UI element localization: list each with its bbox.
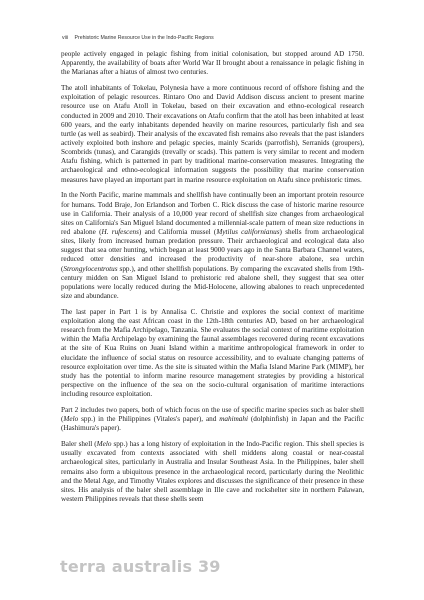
- running-header: [62, 35, 214, 41]
- text-run: spp.) has a long history of exploitation in the Indo-Pacific region. This shell species is usually excavated from contexts associated with shell middens along coastal or near-coastal archaeological sites, particularly in Australia and Insular Southeast Asia. In the Philippines, baler shell remains also form a ubiquitous presence in the archaeological record, particularly during the Neolithic and the Metal Age, and Timothy Vitales explores and discusses the significance of their presence in these sites. His analysis of the baler shell assemblage in Ille cave and rockshelter site in northern Palawan, western Philippines reveals that these shells seem: [61, 440, 364, 503]
- paragraph: [61, 191, 364, 301]
- text-run: spp.), and other shellfish populations. By comparing the excavated shells from 19th-century midden on San Miguel Island to prehistoric red abalone shell, they suggest that sea otter populations were locally reduced during the Mid-Holocene, allowing abalones to reach unprecedented size and abundance.: [61, 264, 364, 301]
- paragraph: [61, 406, 364, 433]
- text-run: In the North Pacific, marine mammals and shellfish have continually been an important protein resource for humans. Todd Braje, Jon Erlandson and Torben C. Rick discuss the case of historic marine resource use in California. Their analysis of a 10,000 year record of shellfish size changes from archaeological sites on California's San Miguel Island documented a millennial-scale pattern of mean size reductions in red abalone (: [61, 191, 364, 236]
- paragraph: [61, 308, 364, 400]
- text-run: (dolphinfish) in Japan and the Pacific (Hashimura's paper).: [61, 415, 364, 433]
- paragraph: [61, 50, 364, 77]
- text-run: ) and California mussel (: [138, 228, 217, 236]
- italic-term: Mytilus californianus: [216, 228, 280, 236]
- series-footer: terra australis 39: [60, 557, 221, 576]
- text-run: ) shells from archaeological sites, likely from increased human predation pressure. Their archaeological and ecological data also suggest that sea otter hunting, which began at least 9000 years ago in the Santa Barbara Channel waters, reduced otter densities and increased the productivity of near-shore abalone, sea urchin (: [61, 228, 365, 273]
- text-run: The atoll inhabitants of Tokelau, Polynesia have a more continuous record of offshore fishing and the exploitation of pelagic resources. Rintaro Ono and David Addison discuss ancient to present marine resource use on Atafu Atoll in Tokelau, based on their excavation and ethno-ecological research conducted in 2009 and 2010. Their excavations on Atafu confirm that the atoll has been inhabited at least 600 years, and the early inhabitants depended heavily on marine resources, particularly fish and sea turtle (as well as seabird). Their analysis of the excavated fish remains also reveals that the past islanders actively exploited both inshore and pelagic species, mainly Scarids (parrotfish), Serranids (groupers), Scombrids (tunas), and Carangids (trevally or scads). This pattern is very similar to recent and modern Atafu fishing, which is patterned in part by traditional marine-conservation measures. Integrating the archaeological and ethno-ecological information suggests the possibility that marine conservation measures have played an important part in marine resource exploitation on Atafu since prehistoric times.: [61, 84, 364, 184]
- italic-term: Melo: [63, 415, 79, 424]
- text-run: Baler shell (: [61, 440, 97, 449]
- text-run: The last paper in Part 1 is by Annalisa C. Christie and explores the social context of maritime exploitation along the east African coast in the 12th-18th centuries AD, based on her archaeological research from the Mafia Archipelago, Tanzania. She evaluates the social context of maritime exploitation within the Mafia Archipelago by examining the faunal assemblages recovered during recent excavations at the site of Kua Ruins on Juani Island within a maritime anthropological framework in order to elucidate the influence of social status on resource accessibility, and to evaluate changing patterns of resource exploitation over time. As the site is situated within the Mafia Island Marine Park (MIMP), her study has the potential to inform marine resource management strategies by providing a historical perspective on the influence of the sea on the socio-cultural organisation of maritime interactions including resource exploitation.: [61, 307, 364, 399]
- page-number: viii: [62, 35, 69, 41]
- paragraph: [61, 84, 364, 185]
- italic-term: Melo: [96, 440, 112, 449]
- paragraph: [61, 440, 364, 504]
- running-title: Prehistoric Marine Resource Use in the Indo-Pacific Regions: [74, 35, 214, 41]
- italic-term: Strongylocentrotus: [63, 264, 118, 273]
- italic-term: mahimahi: [219, 415, 248, 424]
- text-run: spp.) in the Philippines (Vitales's paper), and: [78, 415, 220, 424]
- text-run: Part 2 includes two papers, both of which focus on the use of specific marine species such as baler shell (: [61, 406, 364, 424]
- body-text: [61, 50, 364, 504]
- text-run: people actively engaged in pelagic fishing from initial colonisation, but stopped around AD 1750. Apparently, the availability of boats after World War II brought about a renaissance in pelagic fishing in the Marianas after a hiatus of almost two centuries.: [61, 50, 364, 77]
- italic-term: H. rufescens: [101, 228, 139, 236]
